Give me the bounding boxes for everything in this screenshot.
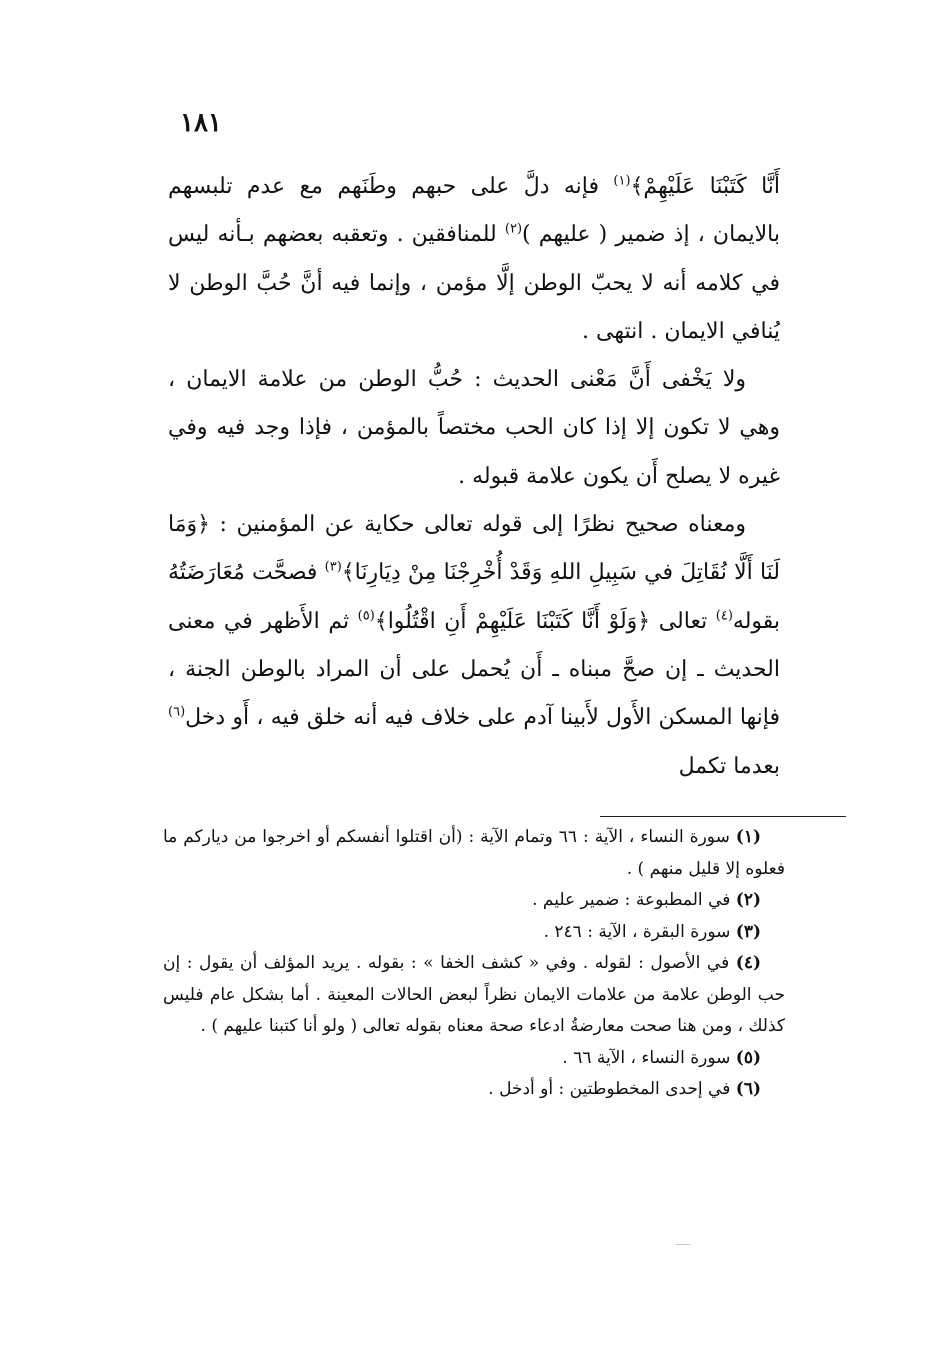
footnote-text: في المطبوعة : ضمير عليم .	[532, 890, 731, 910]
footnote-marker-2: (٢)	[504, 221, 523, 237]
footnote-marker-1: (١)	[613, 173, 631, 189]
footnote-2	[163, 885, 785, 917]
footnote-number: (٢)	[735, 890, 761, 910]
text-span: ثم الأَظهر في معنى الحديث ـ إن صحَّ مبناه ـ أَن يُحمل على أن المراد بالوطن الجنة ، فإنها المسكن الأَول لأَبينا آدم على خلاف فيه أنه خلق فيه ، أَو دخل	[168, 608, 780, 731]
footnote-text: سورة البقرة ، الآية : ٢٤٦ .	[543, 921, 731, 942]
footnote-4	[163, 948, 785, 1043]
footnote-text: في الأصول : لقوله . وفي « كشف الخفا » : بقوله . يريد المؤلف أن يقول : إن حب الوطن علامة من علامات الايمان نظراً لبعض الحالات المعينة . أما بشكل عام فليس كذلك ، ومن هنا صحت معارضةُ ادعاء صحة معناه بقوله تعالى ( ولو أنا كتبنا عليهم ) .	[163, 953, 785, 1036]
footnote-marker-4: (٤)	[715, 608, 733, 624]
quran-quote: تعالى ﴿وَلَوْ أَنَّا كَتَبْنَا عَلَيْهِمْ أَنِ اقْتُلُوا﴾	[374, 608, 708, 634]
footnote-number: (١)	[735, 827, 761, 847]
footnote-marker-5: (٥)	[357, 608, 375, 624]
footnote-marker-6: (٦)	[168, 704, 186, 720]
paragraph-3	[168, 501, 780, 791]
footnote-number: (٦)	[735, 1079, 761, 1099]
text-span: ومعناه صحيح نظرًا إلى قوله تعالى حكاية عن المؤمنين : ﴿وَمَا لَنَا أَلَّا نُقَاتِلَ في سَبِيلِ اللهِ وَقَدْ أُخْرِجْنَا مِنْ دِيَارِنَا﴾	[168, 512, 781, 586]
footnote-text: في إحدى المخطوطتين : أو أدخل .	[488, 1079, 731, 1099]
paragraph-1	[168, 163, 780, 356]
footnote-text: سورة النساء ، الآية ٦٦ .	[562, 1047, 731, 1068]
footnote-6	[163, 1074, 785, 1106]
footnotes	[163, 822, 785, 1106]
footnote-number: (٣)	[735, 921, 761, 942]
text-span: فصحَّت مُعَارَضَتُهُ بقوله	[168, 560, 781, 634]
text-span: بعدما تكمل	[678, 753, 780, 779]
text-span: للمنافقين . وتعقبه بعضهم بـأنه ليس في كلامه أنه لا يحبّ الوطن إلَّا مؤمن ، وإنما فيه أنَّ حُبَّ الوطن لا يُنافي الايمان . انتهى .	[168, 222, 780, 344]
footnote-5	[163, 1043, 785, 1075]
quran-quote: أَنَّا كَتَبْنَا عَلَيْهِمْ﴾	[630, 174, 781, 199]
footnote-3	[163, 917, 785, 949]
page-number: ١٨١	[180, 108, 222, 138]
text-span: فإنه دلَّ على حبهم وطَنَهم مع عدم تلبسهم بالايمان ، إذ ضمير ( عليهم )	[168, 174, 780, 248]
footnote-1	[163, 822, 785, 885]
footnote-text: سورة النساء ، الآية : ٦٦ وتمام الآية : (أن اقتلوا أنفسكم أو اخرجوا من ديارکم ما فعلوه إلا قليل منهم ) .	[163, 827, 785, 879]
main-text	[168, 163, 780, 791]
footnote-number: (٥)	[735, 1047, 761, 1068]
footnote-number: (٤)	[735, 953, 762, 973]
paragraph-2: ولا يَخْفى أَنَّ مَعْنى الحديث : حُبُّ الوطن من علامة الايمان ، وهي لا تكون إلا إذا كان الحب مختصاً بالمؤمن ، فإذا وجد فيه وفي غيره لا يصلح أَن يكون علامة قبوله .	[168, 367, 780, 489]
footnote-marker-3: (٣)	[324, 560, 342, 576]
footnote-divider	[600, 816, 846, 817]
scan-speck	[676, 1244, 690, 1245]
